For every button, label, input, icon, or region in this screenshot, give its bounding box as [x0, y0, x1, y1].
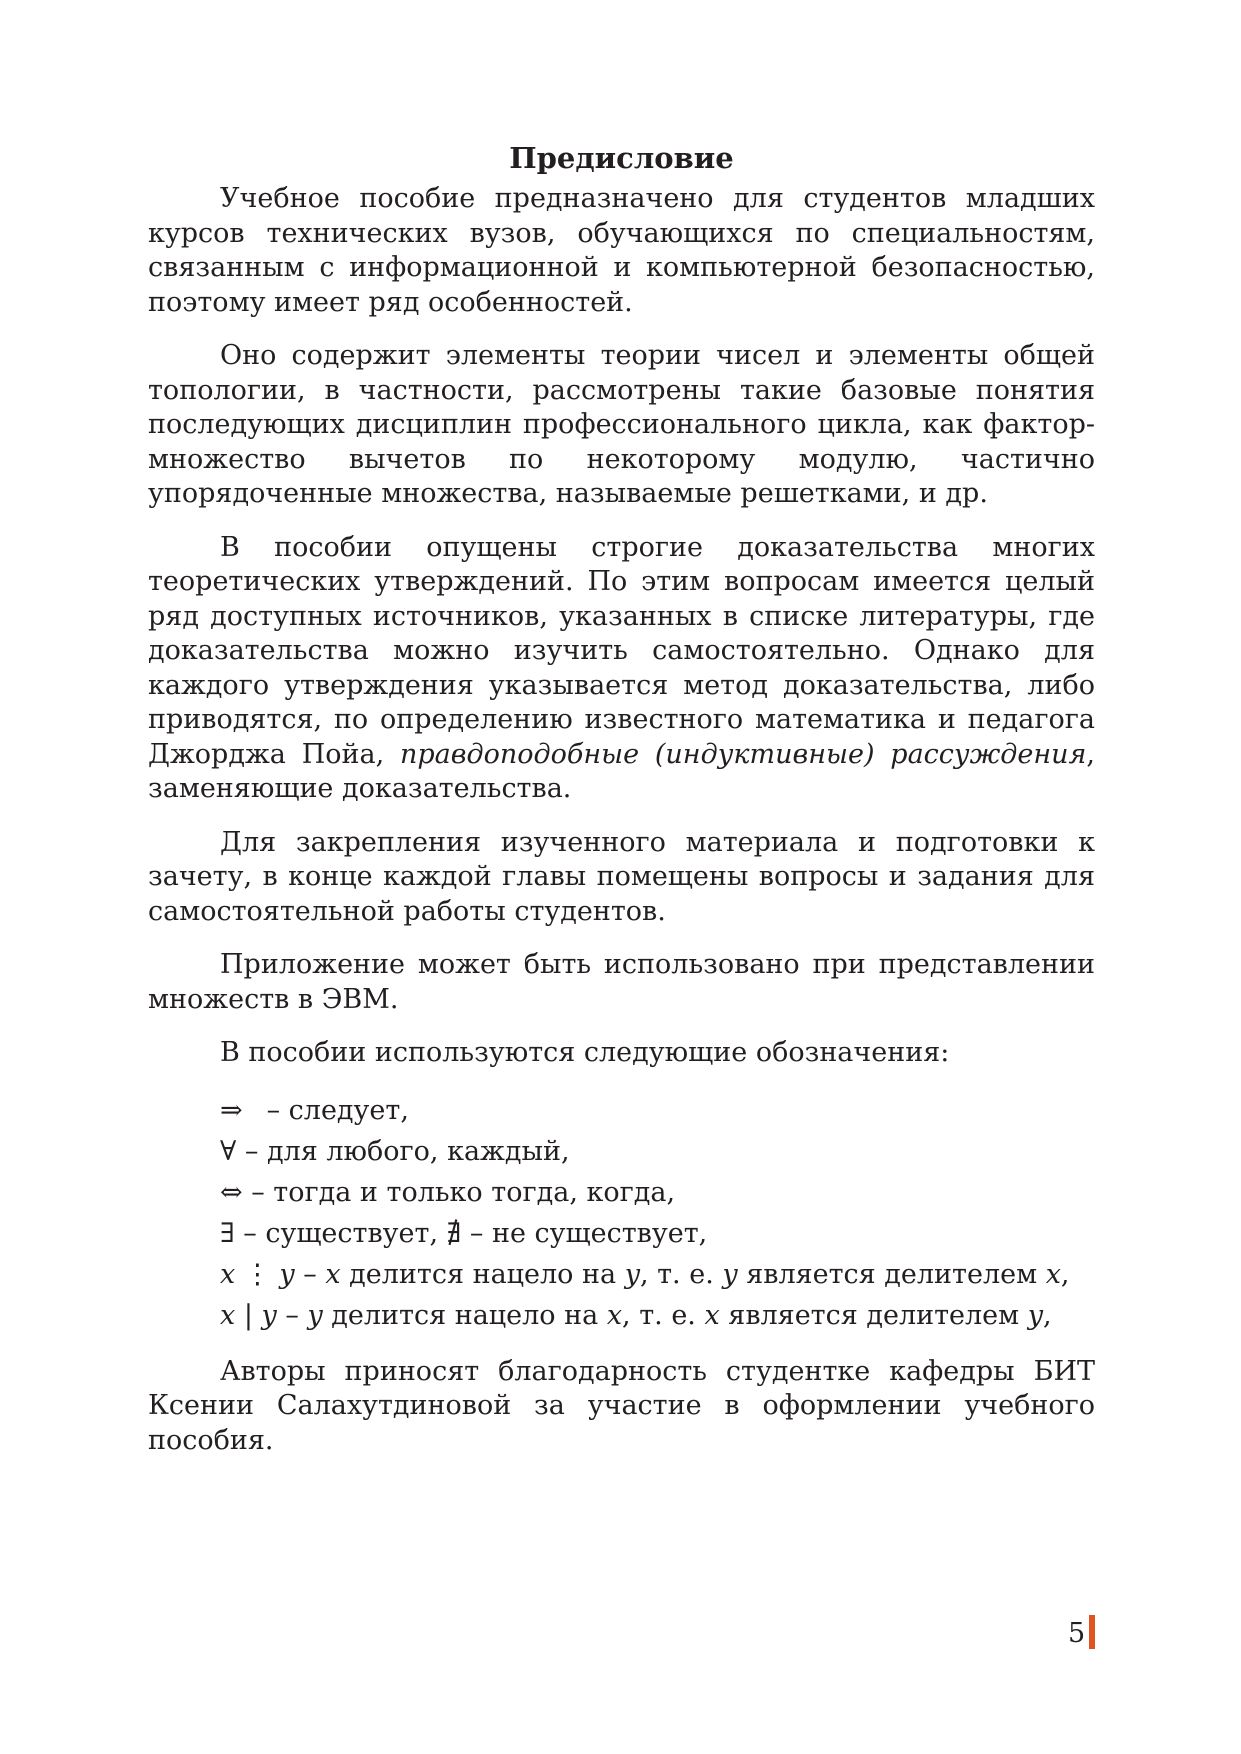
- dash: –: [276, 1299, 308, 1331]
- notation-implies: [220, 1090, 1095, 1131]
- page-number: 5: [1068, 1618, 1086, 1649]
- var-y: y: [307, 1299, 323, 1331]
- exists-text: – существует,: [234, 1217, 447, 1249]
- implies-text: – следует,: [258, 1094, 409, 1126]
- divisible-symbol: ⋮: [235, 1258, 280, 1290]
- text: ,: [1043, 1299, 1052, 1331]
- text: делится нацело на: [340, 1258, 625, 1290]
- paragraph-acknowledgements: Авторы приносят благодарность студентке кафедры БИТ Ксении Салахутдиновой за участие в оформлении учебного пособия.: [148, 1355, 1095, 1456]
- iff-text: – тогда и только тогда, когда,: [242, 1176, 676, 1208]
- var-x: x: [704, 1299, 720, 1331]
- proofs-text-italic: правдоподобные (индуктивные) рассуждения: [399, 738, 1087, 770]
- paragraph-proofs: [148, 531, 1095, 807]
- var-y: y: [261, 1299, 277, 1331]
- page-title: Предисловие: [509, 141, 734, 175]
- paragraph-appendix: Приложение может быть использовано при представлении множеств в ЭВМ.: [148, 949, 1095, 1015]
- notation-iff: [220, 1172, 1095, 1213]
- forall-symbol: ∀: [220, 1135, 237, 1167]
- var-x: x: [606, 1299, 623, 1331]
- iff-symbol: ⇔: [220, 1176, 243, 1208]
- dash: –: [294, 1258, 326, 1290]
- var-x: x: [1045, 1258, 1061, 1290]
- var-y: y: [722, 1258, 738, 1290]
- paragraph-notation-intro: В пособии используются следующие обозначения:: [220, 1037, 950, 1068]
- notation-exists: [220, 1213, 1095, 1254]
- text: , т. е.: [639, 1258, 723, 1290]
- var-y: y: [1027, 1299, 1044, 1331]
- not-exists-symbol: ∄: [446, 1217, 462, 1249]
- page-content: [148, 140, 1095, 1458]
- exists-symbol: ∃: [220, 1217, 235, 1249]
- notation-divisible: [220, 1254, 1095, 1295]
- proofs-text-end: , заменяющие доказательства.: [148, 738, 1096, 804]
- paragraph-purpose: Учебное пособие предназначено для студентов младших курсов технических вузов, обучающихся по специальностям, связанным с информационной и компьютерной безопасностью, поэтому имеет ряд особенностей.: [148, 183, 1095, 318]
- var-x: x: [220, 1299, 236, 1331]
- var-y: y: [624, 1258, 640, 1290]
- var-x: x: [220, 1258, 236, 1290]
- notation-list: [220, 1090, 1095, 1336]
- proofs-text-start: В пособии опущены строгие доказательства многих теоретических утверждений. По этим вопросам имеется целый ряд доступных источников, указанных в списке литературы, где доказательства можно изучить самостоятельно. Однако для каждого утверждения указывается метод доказательства, либо приводятся, по определению известного математика и педагога Джорджа Пойа,: [148, 531, 1095, 770]
- text: делится нацело на: [322, 1299, 607, 1331]
- notation-forall: [220, 1131, 1095, 1172]
- forall-text: – для любого, каждый,: [236, 1135, 570, 1167]
- text: является делителем: [719, 1299, 1028, 1331]
- text: , т. е.: [622, 1299, 705, 1331]
- not-exists-text: – не существует,: [461, 1217, 708, 1249]
- text: является делителем: [737, 1258, 1046, 1290]
- notation-divides: [220, 1295, 1095, 1336]
- paragraph-exercises: Для закрепления изученного материала и подготовки к зачету, в конце каждой главы помещены вопросы и задания для самостоятельной работы студентов.: [148, 826, 1095, 927]
- implies-symbol: ⇒: [220, 1094, 243, 1126]
- page-number-accent-bar: [1089, 1615, 1095, 1649]
- var-y: y: [279, 1258, 295, 1290]
- divides-symbol: |: [235, 1299, 262, 1331]
- text: ,: [1060, 1258, 1070, 1290]
- var-x: x: [325, 1258, 341, 1290]
- paragraph-contents: Оно содержит элементы теории чисел и элементы общей топологии, в частности, рассмотрены такие базовые понятия последующих дисциплин профессионального цикла, как фактор-множество вычетов по некоторому модулю, частично упорядоченные множества, называемые решетками, и др.: [148, 340, 1095, 509]
